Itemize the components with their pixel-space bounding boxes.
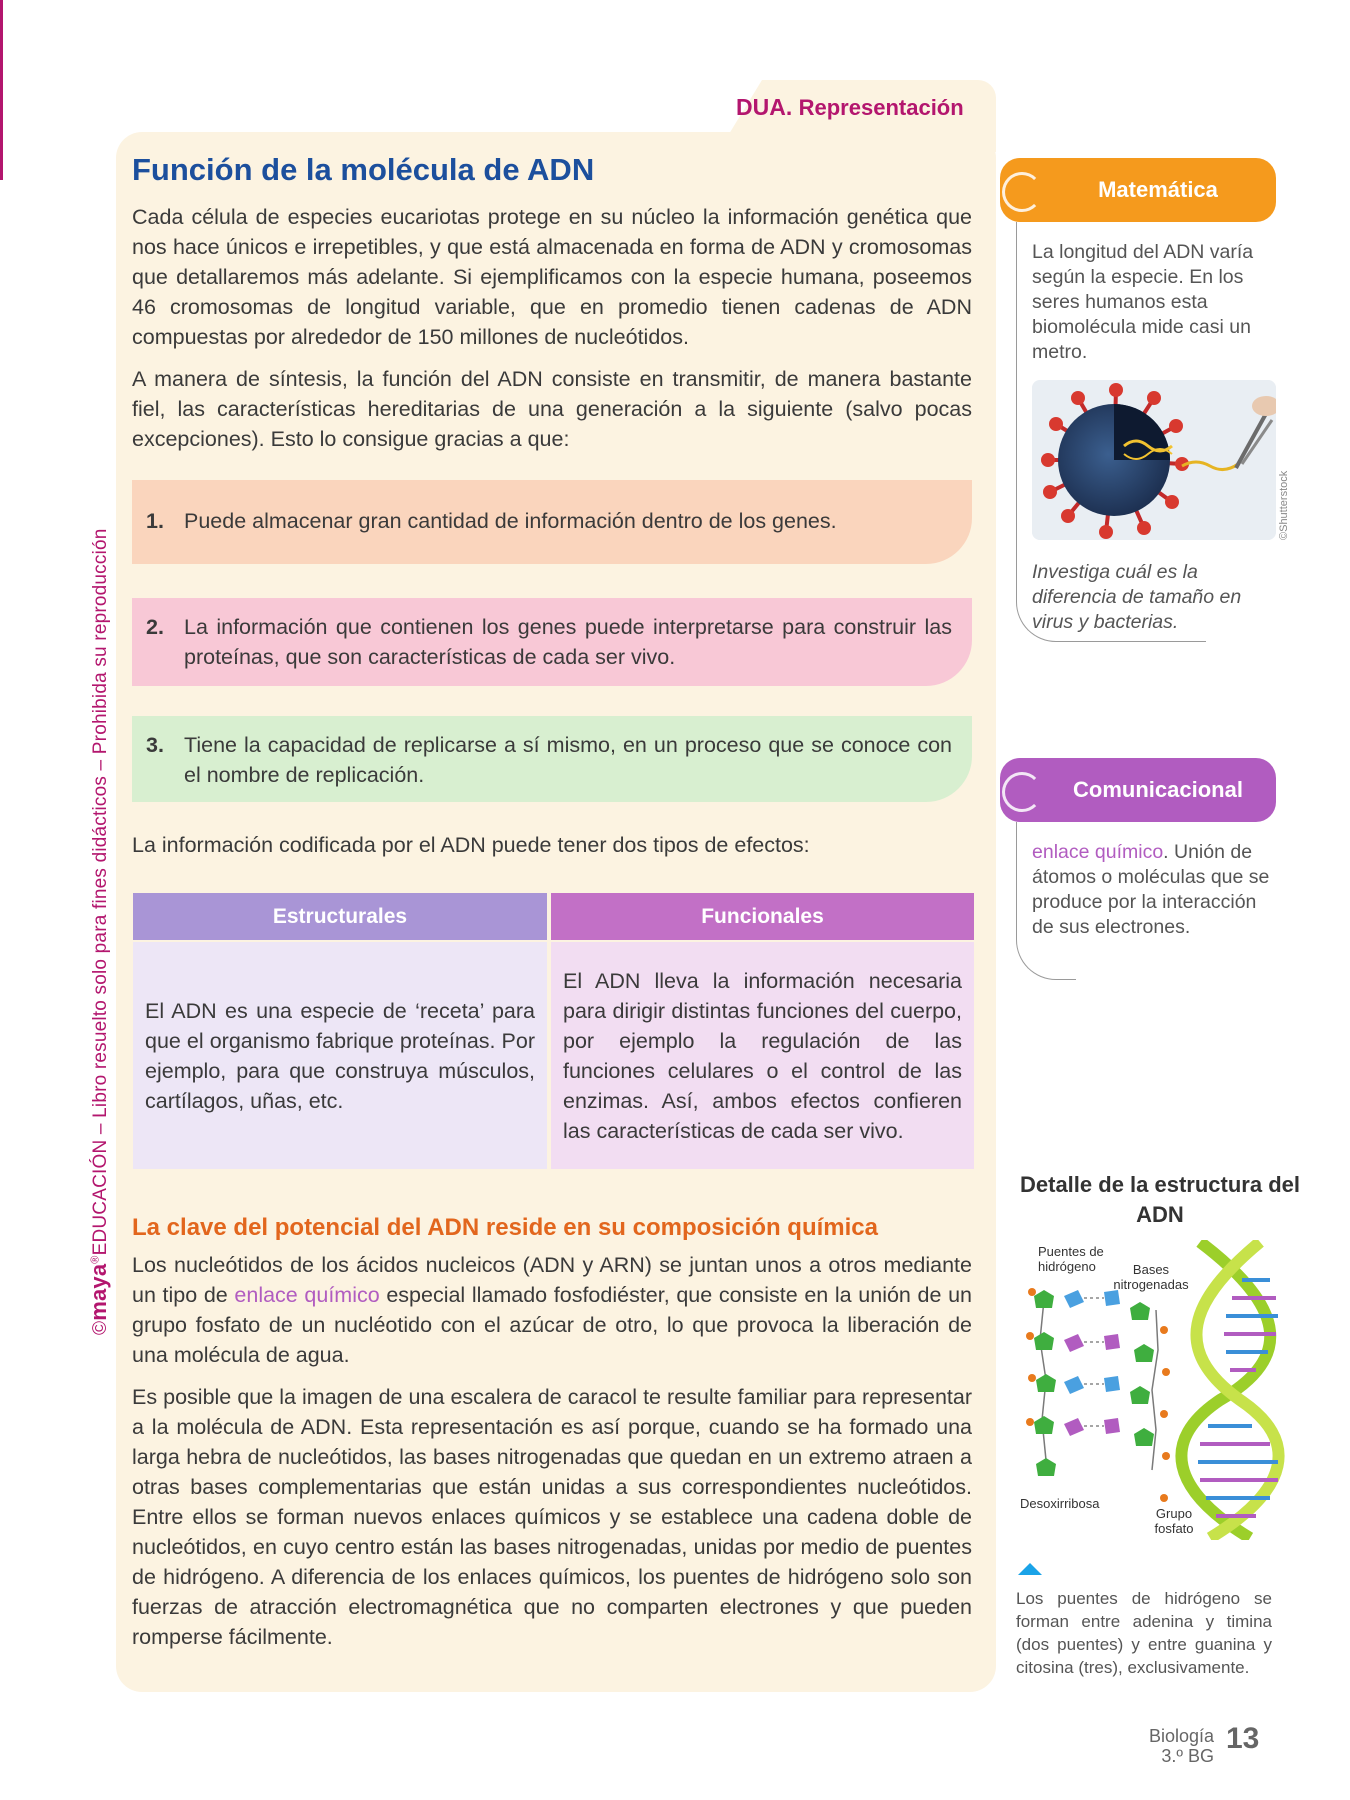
side-copyright-text: ©maya®EDUCACIÓN – Libro resuelto solo para fines didácticos – Prohibida su reproducción [86,528,111,1335]
table-cell-functional: El ADN lleva la información necesaria para dirigir distintas funciones del cuerpo, por ejemplo la regulación de las funciones celulares o el control de las enzimas. Así, ambos efectos confieren las características de cada ser vivo. [551,942,974,1169]
hook-icon [1002,172,1042,212]
table-header-functional: Funcionales [551,893,974,940]
hook-icon [1002,772,1042,812]
math-text: La longitud del ADN varía según la especie. En los seres humanos esta biomolécula mide casi un metro. [1032,241,1254,363]
list-item: 3. Tiene la capacidad de replicarse a sí mismo, en un proceso que se conoce con el nombre de replicación. [132,716,972,802]
com-label-pill: Comunicacional [1000,758,1276,822]
intro-paragraph: Cada célula de especies eucariotas protege en su núcleo la información genética que nos hace únicos e irrepetibles, y que está almacenada en forma de ADN y cromosomas que detallaremos más adelante. Si ejemplificamos con la especie humana, poseemos 46 cromosomas de longitud variable, que en promedio tienen cadenas de ADN compuestas por alrededor de 150 millones de nucleótidos. [132,205,972,349]
figure-caption: Los puentes de hidrógeno se forman entre adenina y timina (dos puentes) y entre guanina y citosina (tres), exclusivamente. [1016,1589,1272,1677]
caption-arrow-icon [1018,1563,1042,1575]
label-deoxyribose: Desoxirribosa [1020,1496,1100,1511]
glossary-link[interactable]: enlace químico [234,1283,380,1307]
list-item: 1. Puede almacenar gran cantidad de información dentro de los genes. [132,480,972,564]
page-edge-line [0,0,3,180]
table-header-structural: Estructurales [133,893,547,940]
list-item: 2. La información que contienen los genes puede interpretarse para construir las proteínas, que son características de cada ser vivo. [132,598,972,686]
table-cell-structural: El ADN es una especie de ‘receta’ para que el organismo fabrique proteínas. Por ejemplo, para que construya músculos, cartílagos, uñas, etc. [133,942,547,1169]
effects-table [133,893,974,1169]
effects-intro: La información codificada por el ADN puede tener dos tipos de efectos: [132,833,810,857]
com-definition: enlace químico. Unión de átomos o moléculas que se produce por la interacción de sus electrones. [1032,841,1270,938]
footer-subject: Biología 3.º BG [1148,1726,1214,1766]
virus-image [1032,380,1276,540]
figure-title: Detalle de la estructura del ADN [1020,1172,1300,1227]
glossary-term: enlace químico [1032,841,1164,863]
dua-tab-title: DUA. Representación [736,94,964,120]
page-title: Función de la molécula de ADN [132,152,595,187]
page-number: 13 [1226,1722,1260,1755]
label-phosphate-group: Grupo fosfato [1154,1506,1194,1536]
label-hydrogen-bonds: Puentes de hidrógeno [1038,1244,1104,1274]
section-subtitle: La clave del potencial del ADN reside en su composición química [132,1214,878,1241]
synthesis-paragraph: A manera de síntesis, la función del ADN consiste en transmitir, de manera bastante fiel, las características hereditarias de una generación a la siguiente (salvo pocas excepciones). Esto lo consigue gracias a que: [132,367,972,451]
label-nitrogen-bases: Bases nitrogenadas [1113,1262,1189,1292]
spiral-paragraph: Es posible que la imagen de una escalera de caracol te resulte familiar para representar a la molécula de ADN. Esta representación es así porque, cuando se ha formado una larga hebra de nucleótidos, las bases nitrogenadas que quedan en un extremo atraen a otras bases complementarias que están unidas a sus correspondientes nucleótidos. Entre ellos se forman nuevos enlaces químicos y se establece una cadena doble de nucleótidos, en cuyo centro están las bases nitrogenadas, unidas por medio de puentes de hidrógeno. A diferencia de los enlaces químicos, los puentes de hidrógeno solo son fuerzas de atracción electromagnética que no comparten electrones y que pueden romperse fácilmente. [132,1385,972,1649]
nucleotides-paragraph: Los nucleótidos de los ácidos nucleicos (ADN y ARN) se juntan unos a otros mediante un tipo de enlace químico especial llamado fosfodiéster, que consiste en la unión de un grupo fosfato de un nucléotido con el azúcar de otro, lo que provoca la liberación de una molécula de agua. [132,1253,972,1367]
brand-name: maya [86,1263,111,1321]
math-label-pill: Matemática [1000,158,1276,222]
math-question: Investiga cuál es la diferencia de tamaño en virus y bacterias. [1032,561,1242,633]
image-credit: ©Shutterstock [1278,470,1290,540]
